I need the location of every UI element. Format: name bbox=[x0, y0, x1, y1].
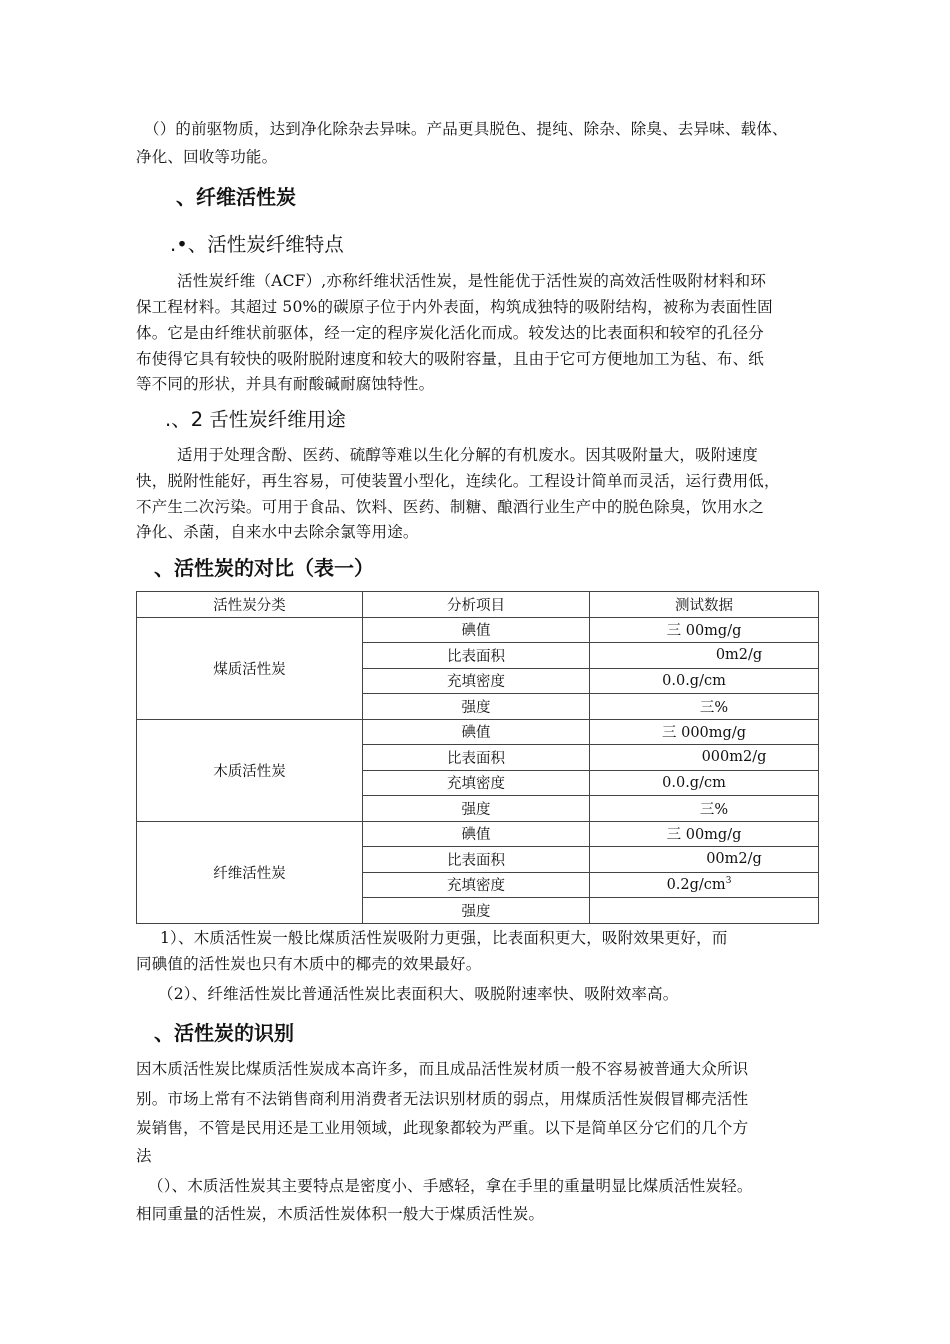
identify-line: 炭销售，不管是民用还是工业用领域，此现象都较为严重。以下是简单区分它们的几个方 bbox=[136, 1119, 749, 1137]
superscript: 3 bbox=[725, 876, 732, 887]
item-cell: 充填密度 bbox=[363, 872, 590, 898]
item-cell: 碘值 bbox=[363, 821, 590, 847]
note-1-line-1: 1）、木质活性炭一般比煤质活性炭吸附力更强，比表面积更大，吸附效果更好，而 bbox=[160, 929, 728, 947]
category-cell: 煤质活性炭 bbox=[137, 617, 363, 719]
value-cell: 00m2/g bbox=[590, 847, 819, 873]
features-line: 体。它是由纤维状前驱体，经一定的程序炭化活化而成。较发达的比表面积和较窄的孔径分 bbox=[136, 324, 765, 342]
uses-line: 适用于处理含酚、医药、硫醇等难以生化分解的有机废水。因其吸附量大，吸附速度 bbox=[177, 446, 758, 464]
table-row bbox=[137, 821, 819, 847]
item-cell: 充填密度 bbox=[363, 668, 590, 694]
identify-point-line-1: （）、木质活性炭其主要特点是密度小、手感轻，拿在手里的重量明显比煤质活性炭轻。 bbox=[148, 1177, 753, 1195]
table-row bbox=[137, 617, 819, 643]
value-cell: 0.0.g/cm bbox=[590, 770, 819, 796]
item-cell: 比表面积 bbox=[363, 847, 590, 873]
identify-line: 法 bbox=[136, 1147, 152, 1165]
value-cell: 三 00mg/g bbox=[590, 821, 819, 847]
item-cell: 碘值 bbox=[363, 617, 590, 643]
value-cell: 0m2/g bbox=[590, 643, 819, 669]
item-cell: 强度 bbox=[363, 796, 590, 822]
identify-line: 别。市场上常有不法销售商利用消费者无法识别材质的弱点，用煤质活性炭假冒椰壳活性 bbox=[136, 1090, 749, 1108]
subheading-uses: .、2 舌性炭纤维用途 bbox=[165, 408, 346, 431]
category-cell: 纤维活性炭 bbox=[137, 821, 363, 923]
item-cell: 比表面积 bbox=[363, 643, 590, 669]
value-cell: 三% bbox=[590, 694, 819, 720]
table-row bbox=[137, 719, 819, 745]
note-2: （2）、纤维活性炭比普通活性炭比表面积大、吸脱附速率快、吸附效率高。 bbox=[158, 985, 679, 1003]
table-header-cell: 活性炭分类 bbox=[137, 592, 363, 618]
value-text: 0.2g/cm bbox=[666, 877, 726, 894]
section-heading-identify: 、活性炭的识别 bbox=[154, 1021, 294, 1045]
identify-line: 因木质活性炭比煤质活性炭成本高许多，而且成品活性炭材质一般不容易被普通大众所识 bbox=[136, 1060, 749, 1078]
item-cell: 强度 bbox=[363, 694, 590, 720]
item-cell: 强度 bbox=[363, 898, 590, 924]
identify-point-line-2: 相同重量的活性炭，木质活性炭体积一般大于煤质活性炭。 bbox=[136, 1205, 545, 1223]
features-line: 布使得它具有较快的吸附脱附速度和较大的吸附容量，且由于它可方便地加工为毡、布、纸 bbox=[136, 350, 765, 368]
uses-line: 净化、杀菌，自来水中去除余氯等用途。 bbox=[136, 523, 419, 541]
table-header-cell: 分析项目 bbox=[363, 592, 590, 618]
comparison-table bbox=[136, 591, 819, 924]
subheading-features: .•、活性炭纤维特点 bbox=[170, 233, 344, 256]
item-cell: 碘值 bbox=[363, 719, 590, 745]
table-header-cell: 测试数据 bbox=[590, 592, 819, 618]
value-cell bbox=[590, 898, 819, 924]
value-cell: 三 000mg/g bbox=[590, 719, 819, 745]
note-1-line-2: 同碘值的活性炭也只有木质中的椰壳的效果最好。 bbox=[136, 955, 482, 973]
section-heading-fiber: 、纤维活性炭 bbox=[176, 185, 296, 209]
category-cell: 木质活性炭 bbox=[137, 719, 363, 821]
value-cell bbox=[590, 872, 819, 898]
uses-line: 不产生二次污染。可用于食品、饮料、医药、制糖、酿酒行业生产中的脱色除臭，饮用水之 bbox=[136, 498, 765, 516]
value-cell: 0.0.g/cm bbox=[590, 668, 819, 694]
features-line: 活性炭纤维（ACF）,亦称纤维状活性炭，是性能优于活性炭的高效活性吸附材料和环 bbox=[177, 272, 767, 290]
intro-line-2: 净化、回收等功能。 bbox=[136, 148, 278, 166]
features-line: 等不同的形状，并具有耐酸碱耐腐蚀特性。 bbox=[136, 375, 435, 393]
item-cell: 比表面积 bbox=[363, 745, 590, 771]
table-header-row bbox=[137, 592, 819, 618]
intro-line-1: （）的前驱物质，达到净化除杂去异味。产品更具脱色、提纯、除杂、除臭、去异味、载体、 bbox=[144, 120, 788, 138]
section-heading-compare: 、活性炭的对比（表一） bbox=[154, 556, 374, 580]
item-cell: 充填密度 bbox=[363, 770, 590, 796]
value-cell: 000m2/g bbox=[590, 745, 819, 771]
uses-line: 快，脱附性能好，再生容易，可使装置小型化，连续化。工程设计简单而灵活，运行费用低， bbox=[136, 472, 780, 490]
value-cell: 三 00mg/g bbox=[590, 617, 819, 643]
value-cell: 三% bbox=[590, 796, 819, 822]
features-line: 保工程材料。其超过 50%的碳原子位于内外表面，构筑成独特的吸附结构，被称为表面性固 bbox=[136, 298, 773, 316]
